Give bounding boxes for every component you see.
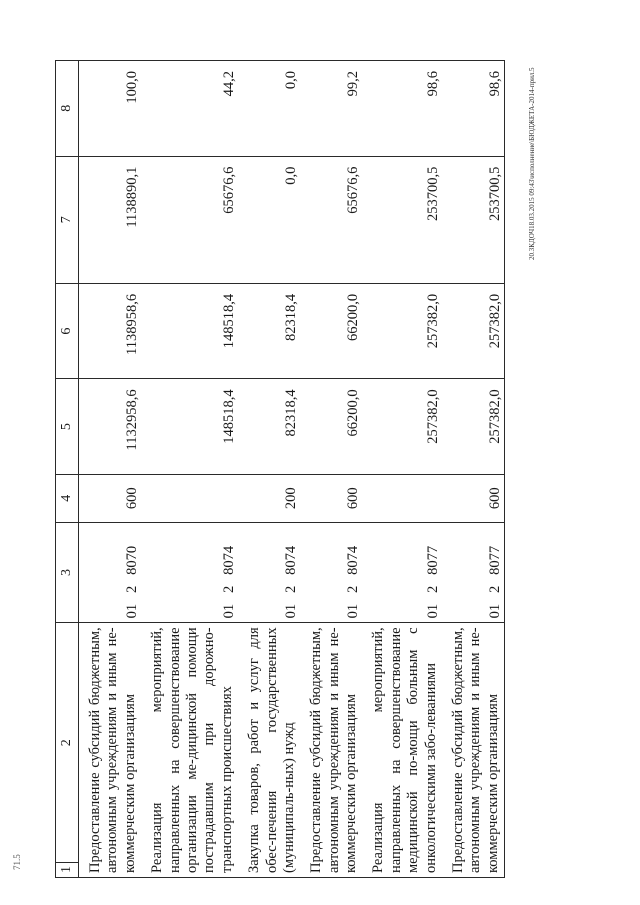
row-value-7: 253700,5 xyxy=(362,156,442,283)
header-col-4: 4 xyxy=(56,474,79,522)
table-row xyxy=(141,61,238,878)
row-value-5: 257382,0 xyxy=(442,379,505,474)
header-col-8: 8 xyxy=(56,61,79,157)
file-path-footer: 20.ЗКДОЧ18.03.2015 09:43\исполнение\БЮДЖЕТА-2014-прил.5 xyxy=(528,67,536,260)
row-code-4 xyxy=(141,474,238,522)
row-value-5: 257382,0 xyxy=(362,379,442,474)
code-3: 8074 xyxy=(345,545,362,575)
table-row xyxy=(238,61,300,878)
row-description: Предоставление субсидий бюджетным, автономным учреждениям и иным не-коммерческим организациям xyxy=(442,623,505,878)
row-value-8: 98,6 xyxy=(362,61,442,157)
code-2: 2 xyxy=(220,585,237,593)
code-3: 8074 xyxy=(282,545,299,575)
row-codes xyxy=(362,522,442,623)
header-col-5: 5 xyxy=(56,379,79,474)
header-col-1: 1 xyxy=(56,863,79,878)
budget-table xyxy=(55,60,505,878)
row-value-6: 257382,0 xyxy=(362,283,442,378)
code-2: 2 xyxy=(123,585,140,593)
row-value-5: 148518,4 xyxy=(141,379,238,474)
row-value-6: 257382,0 xyxy=(442,283,505,378)
row-value-7: 253700,5 xyxy=(442,156,505,283)
row-codes xyxy=(141,522,238,623)
header-col-7: 7 xyxy=(56,156,79,283)
header-col-3: 3 xyxy=(56,522,79,623)
row-code-4: 200 xyxy=(238,474,300,522)
row-value-6: 82318,4 xyxy=(238,283,300,378)
code-1: 01 xyxy=(282,603,299,619)
row-description: Реализация мероприятий, направленных на совершенствование медицинской по-мощи больным с онкологическими забо-леваниями xyxy=(362,623,442,878)
code-3: 8074 xyxy=(220,545,237,575)
table-row xyxy=(362,61,442,878)
row-value-8: 100,0 xyxy=(79,61,142,157)
code-1: 01 xyxy=(220,603,237,619)
rotated-page xyxy=(55,60,580,878)
row-value-5: 66200,0 xyxy=(300,379,362,474)
code-1: 01 xyxy=(424,603,441,619)
row-codes xyxy=(300,522,362,623)
row-description: Предоставление субсидий бюджетным, автономным учреждениям и иным не-коммерческим организациям xyxy=(300,623,362,878)
code-1: 01 xyxy=(345,603,362,619)
page-number: 71.5 xyxy=(12,854,22,870)
row-value-7: 65676,6 xyxy=(300,156,362,283)
code-1: 01 xyxy=(486,603,503,619)
code-2: 2 xyxy=(282,585,299,593)
code-1: 01 xyxy=(123,603,140,619)
row-description: Закупка товаров, работ и услуг для обес-печения государственных (муниципаль-ных) нужд xyxy=(238,623,300,878)
row-value-7: 0,0 xyxy=(238,156,300,283)
row-codes xyxy=(238,522,300,623)
row-codes xyxy=(442,522,505,623)
row-value-5: 1132958,6 xyxy=(79,379,142,474)
row-value-5: 82318,4 xyxy=(238,379,300,474)
row-value-8: 0,0 xyxy=(238,61,300,157)
row-value-8: 98,6 xyxy=(442,61,505,157)
code-2: 2 xyxy=(345,585,362,593)
code-2: 2 xyxy=(424,585,441,593)
row-code-4: 600 xyxy=(300,474,362,522)
row-codes xyxy=(79,522,142,623)
table-row xyxy=(300,61,362,878)
table-row xyxy=(442,61,505,878)
code-3: 8077 xyxy=(486,545,503,575)
row-description: Реализация мероприятий, направленных на совершенствование организации ме-дицинской помощи пострадавшим при дорожно-транспортных происшествиях xyxy=(141,623,238,878)
row-value-6: 148518,4 xyxy=(141,283,238,378)
row-description: Предоставление субсидий бюджетным, автономным учреждениям и иным не-коммерческим организациям xyxy=(79,623,142,878)
row-code-4: 600 xyxy=(79,474,142,522)
row-value-6: 1138958,6 xyxy=(79,283,142,378)
table-row xyxy=(79,61,142,878)
row-value-7: 1138890,1 xyxy=(79,156,142,283)
row-code-4: 600 xyxy=(442,474,505,522)
row-value-8: 44,2 xyxy=(141,61,238,157)
header-col-2: 2 xyxy=(56,623,79,863)
row-value-7: 65676,6 xyxy=(141,156,238,283)
header-col-6: 6 xyxy=(56,283,79,378)
row-value-6: 66200,0 xyxy=(300,283,362,378)
code-3: 8077 xyxy=(424,545,441,575)
row-value-8: 99,2 xyxy=(300,61,362,157)
code-2: 2 xyxy=(486,585,503,593)
row-code-4 xyxy=(362,474,442,522)
header-row xyxy=(56,61,79,878)
code-3: 8070 xyxy=(123,545,140,575)
